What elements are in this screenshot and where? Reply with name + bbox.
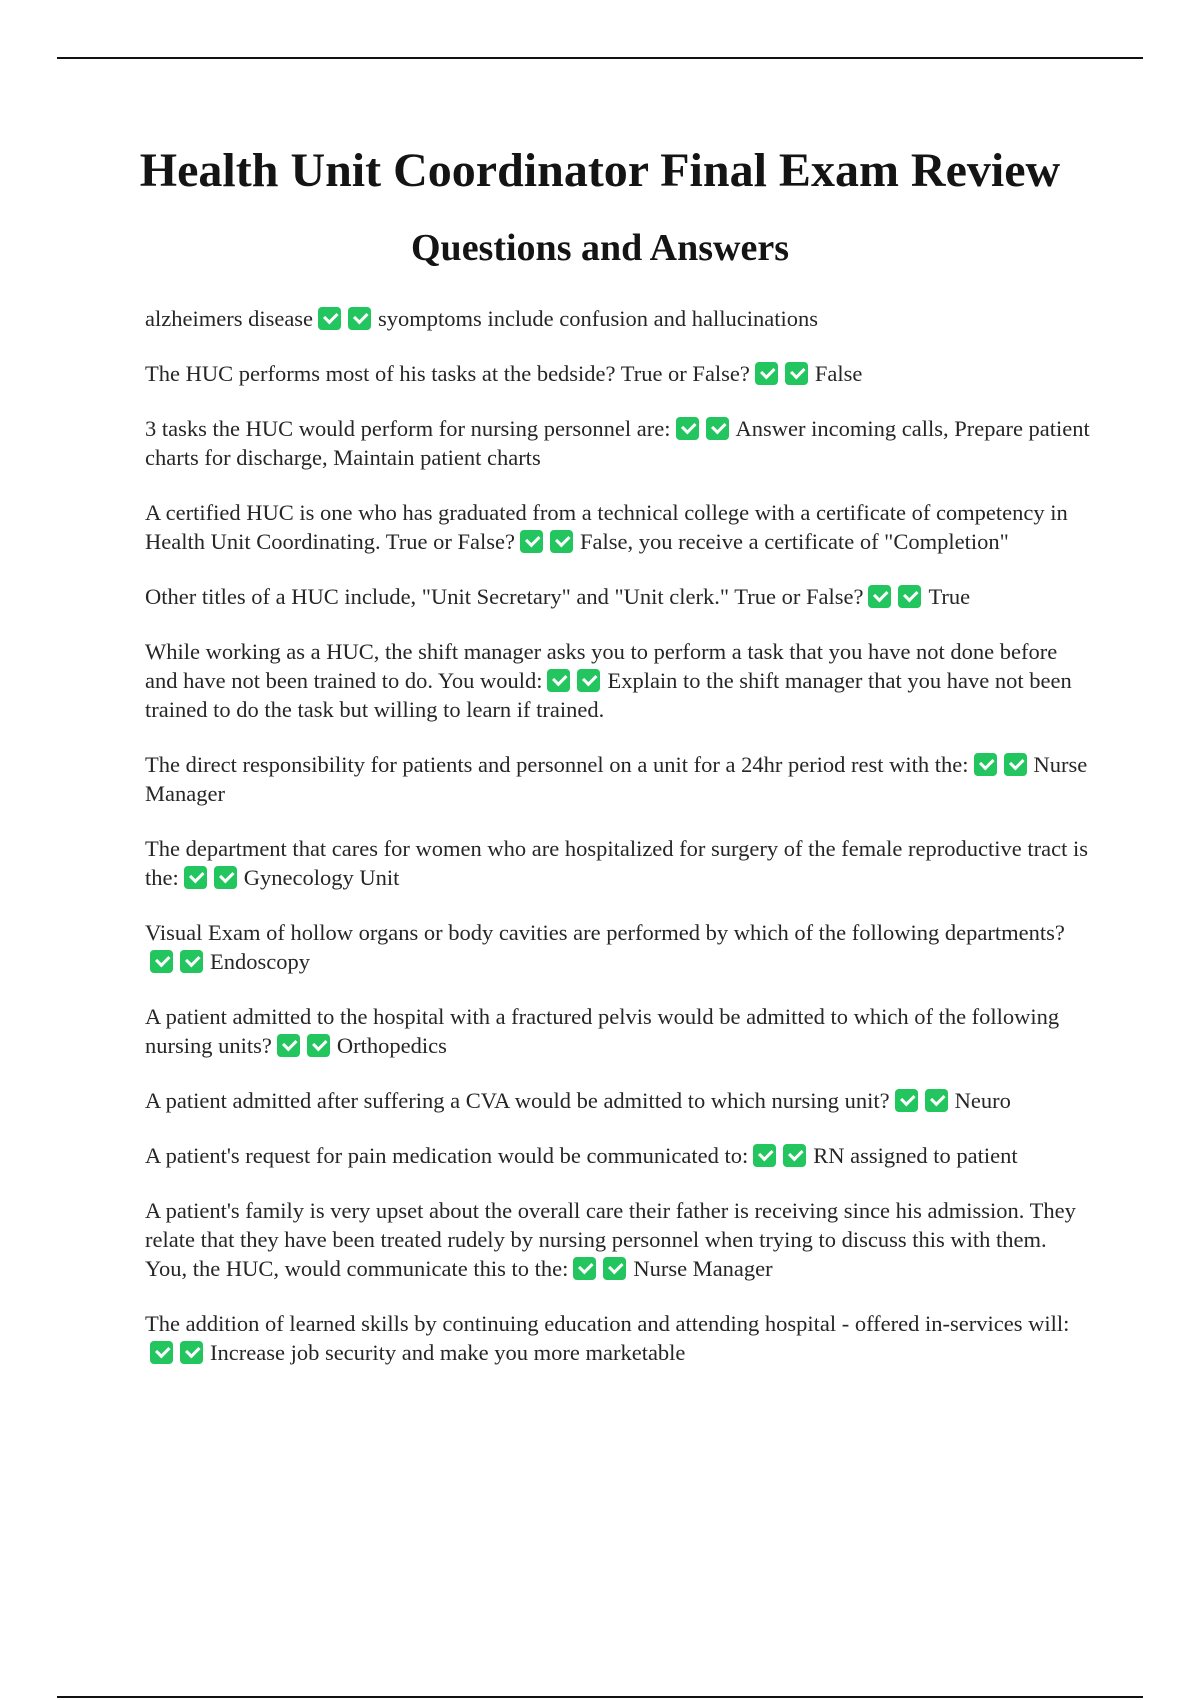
answer-text: False [814, 361, 863, 386]
answer-text: Orthopedics [336, 1033, 447, 1058]
check-icon [547, 669, 570, 692]
question-text: A patient admitted to the hospital with a fractured pelvis would be admitted to which of the following nursing units? [145, 1004, 1060, 1058]
check-icon [184, 866, 207, 889]
check-icon [974, 753, 997, 776]
check-icon [603, 1257, 626, 1280]
answer-text: Increase job security and make you more marketable [210, 1340, 686, 1365]
check-icon [868, 585, 891, 608]
check-icon [895, 1089, 918, 1112]
check-icon [550, 530, 573, 553]
check-icon [755, 362, 778, 385]
qa-item [145, 582, 1090, 611]
qa-item [145, 637, 1090, 724]
answer-text: Nurse Manager [633, 1256, 773, 1281]
page-subtitle: Questions and Answers [411, 227, 789, 269]
qa-item [145, 1309, 1090, 1367]
check-icon [706, 417, 729, 440]
question-text: The department that cares for women who are hospitalized for surgery of the female reproductive tract is the: [145, 836, 1088, 890]
qa-item [145, 1196, 1090, 1283]
answer-text: Endoscopy [210, 949, 310, 974]
check-icon [150, 1341, 173, 1364]
check-icon [150, 950, 173, 973]
qa-item [145, 1141, 1090, 1170]
qa-item [145, 498, 1090, 556]
question-text: A patient admitted after suffering a CVA would be admitted to which nursing unit? [145, 1088, 890, 1113]
check-icon [348, 307, 371, 330]
top-divider [57, 57, 1143, 59]
check-icon [753, 1144, 776, 1167]
qa-item [145, 918, 1090, 976]
answer-text: Neuro [954, 1088, 1011, 1113]
check-icon [898, 585, 921, 608]
question-text: While working as a HUC, the shift manager asks you to perform a task that you have not done before and have not been trained to do. You would: [145, 639, 1058, 693]
answer-text: syomptoms include confusion and hallucinations [378, 306, 818, 331]
question-text: A certified HUC is one who has graduated from a technical college with a certificate of competency in Health Unit Coordinating. True or False? [145, 500, 1068, 554]
check-icon [783, 1144, 806, 1167]
answer-text: Gynecology Unit [243, 865, 400, 890]
qa-item [145, 304, 1090, 333]
check-icon [577, 669, 600, 692]
check-icon [307, 1034, 330, 1057]
check-icon [925, 1089, 948, 1112]
question-text: alzheimers disease [145, 306, 314, 331]
qa-item [145, 414, 1090, 472]
check-icon [214, 866, 237, 889]
answer-text: Answer incoming calls, Prepare patient charts for discharge, Maintain patient charts [145, 416, 1090, 470]
answer-text: False, you receive a certificate of "Completion" [579, 529, 1009, 554]
check-icon [318, 307, 341, 330]
qa-item [145, 834, 1090, 892]
qa-item [145, 750, 1090, 808]
answer-text: Nurse Manager [145, 752, 1088, 806]
qa-list [145, 304, 1090, 1393]
page-title: Health Unit Coordinator Final Exam Review [139, 144, 1061, 197]
answer-text: Explain to the shift manager that you have not been trained to do the task but willing to learn if trained. [145, 668, 1072, 722]
answer-text: True [928, 584, 971, 609]
qa-item [145, 1086, 1090, 1115]
question-text: A patient's request for pain medication would be communicated to: [145, 1143, 749, 1168]
question-text: A patient's family is very upset about the overall care their father is receiving since his admission. They relate that they have been treated rudely by nursing personnel when trying to discuss this with them. You, the HUC, would communicate this to the: [145, 1198, 1076, 1281]
qa-item [145, 1002, 1090, 1060]
question-text: The direct responsibility for patients and personnel on a unit for a 24hr period rest with the: [145, 752, 969, 777]
check-icon [277, 1034, 300, 1057]
question-text: Other titles of a HUC include, "Unit Secretary" and "Unit clerk." True or False? [145, 584, 864, 609]
question-text: 3 tasks the HUC would perform for nursing personnel are: [145, 416, 671, 441]
question-text: Visual Exam of hollow organs or body cavities are performed by which of the following departments? [145, 920, 1065, 945]
bottom-divider [57, 1696, 1143, 1698]
qa-item [145, 359, 1090, 388]
answer-text: RN assigned to patient [813, 1143, 1018, 1168]
question-text: The addition of learned skills by continuing education and attending hospital - offered in-services will: [145, 1311, 1070, 1336]
check-icon [1004, 753, 1027, 776]
check-icon [180, 1341, 203, 1364]
check-icon [676, 417, 699, 440]
question-text: The HUC performs most of his tasks at the bedside? True or False? [145, 361, 750, 386]
check-icon [785, 362, 808, 385]
check-icon [180, 950, 203, 973]
check-icon [573, 1257, 596, 1280]
check-icon [520, 530, 543, 553]
